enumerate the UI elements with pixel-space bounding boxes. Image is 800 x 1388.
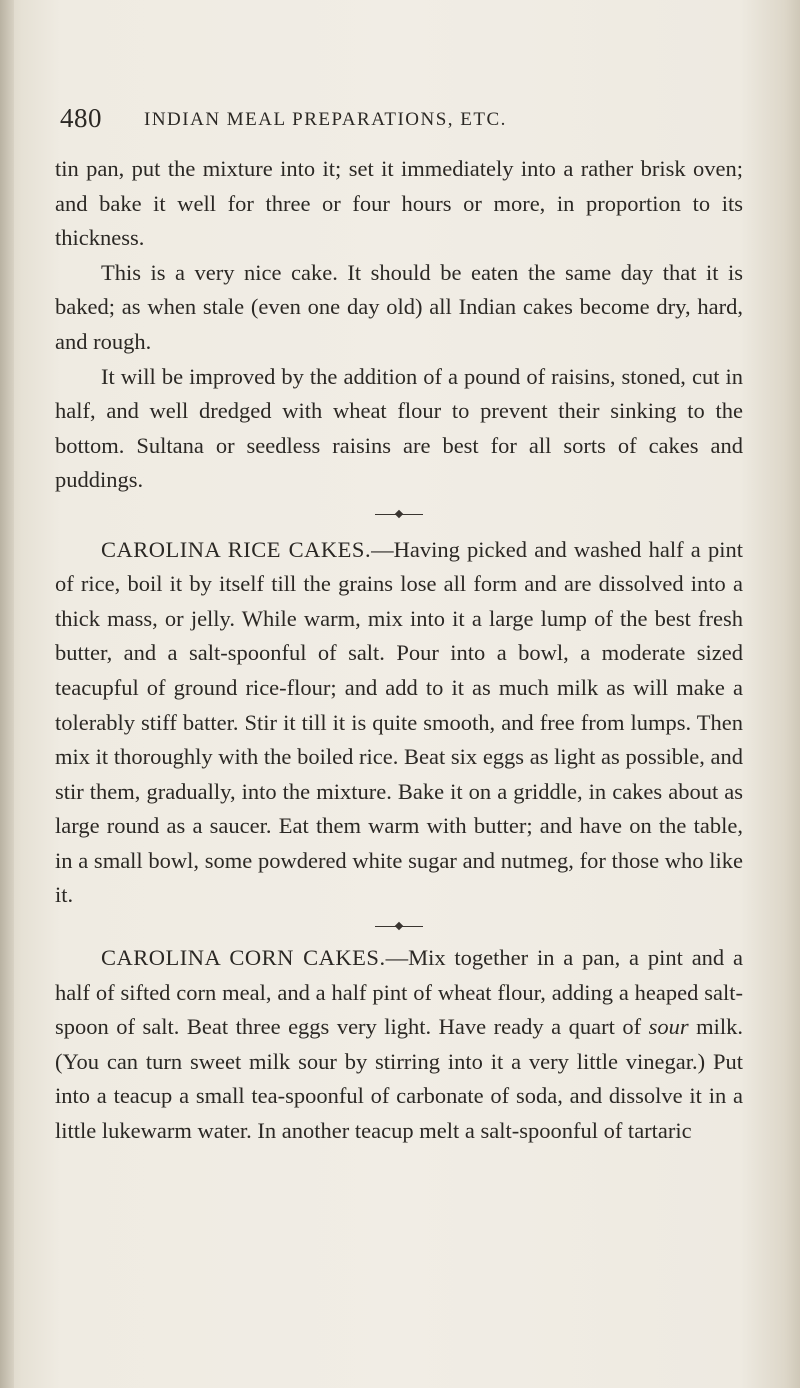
recipe-body-continued: milk. (You can turn sweet milk sour by stirring into it a very little vinegar.) Put into a teacup a small tea-spoonful of carbonate of soda, and dissolve it in a little lukewarm water. In another teacup melt a salt-spoonful of tartaric bbox=[55, 1014, 743, 1144]
recipe-body-emphasis: sour bbox=[648, 1014, 689, 1040]
recipe-title: CAROLINA RICE CAKES. bbox=[101, 536, 372, 562]
page-header bbox=[60, 103, 740, 143]
paragraph-continuation: tin pan, put the mixture into it; set it immediately into a rather brisk oven; and bake it well for three or four hours or more, in proportion to its thickness. bbox=[55, 156, 743, 251]
section-separator bbox=[55, 913, 743, 941]
page-binding-edge bbox=[0, 0, 14, 1388]
running-head: INDIAN MEAL PREPARATIONS, ETC. bbox=[144, 109, 507, 130]
recipe-title: CAROLINA CORN CAKES. bbox=[101, 945, 386, 971]
paragraph-raisins-note: It will be improved by the addition of a pound of raisins, stoned, cut in half, and well dredged with wheat flour to prevent their sinking to the bottom. Sultana or seedless raisins are best for all sorts of cakes and puddings. bbox=[55, 363, 743, 493]
diamond-ornament-icon bbox=[395, 922, 403, 930]
recipe-carolina-corn-cakes bbox=[55, 941, 743, 1149]
recipe-body: —Having picked and washed half a pint of rice, boil it by itself till the grains lose all form and are dissolved into a thick mass, or jelly. While warm, mix into it a large lump of the best fresh butter, and a salt-spoonful of salt. Pour into a bowl, a moderate sized teacupful of ground rice-flour; and add to it as much milk as will make a tolerably stiff batter. Stir it till it is quite smooth, and free from lumps. Then mix it thoroughly with the boiled rice. Beat six eggs as light as possible, and stir them, gradually, into the mixture. Bake it on a griddle, in cakes about as large round as a saucer. Eat them warm with butter; and have on the table, in a small bowl, some powdered white sugar and nutmeg, for those who like it. bbox=[55, 536, 743, 908]
paragraph-cake-note: This is a very nice cake. It should be eaten the same day that it is baked; as when stale (even one day old) all Indian cakes become dry, hard, and rough. bbox=[55, 259, 743, 354]
diamond-ornament-icon bbox=[395, 510, 403, 518]
page-body bbox=[55, 152, 743, 1149]
recipe-carolina-rice-cakes bbox=[55, 533, 743, 914]
recipe-body: —Mix together in a pan, a pint and a half of sifted corn meal, and a half pint of wheat flour, adding a heaped salt-spoon of salt. Beat three eggs very light. Have ready a quart of bbox=[55, 945, 744, 1040]
section-separator bbox=[55, 498, 743, 533]
page-number: 480 bbox=[60, 103, 102, 133]
